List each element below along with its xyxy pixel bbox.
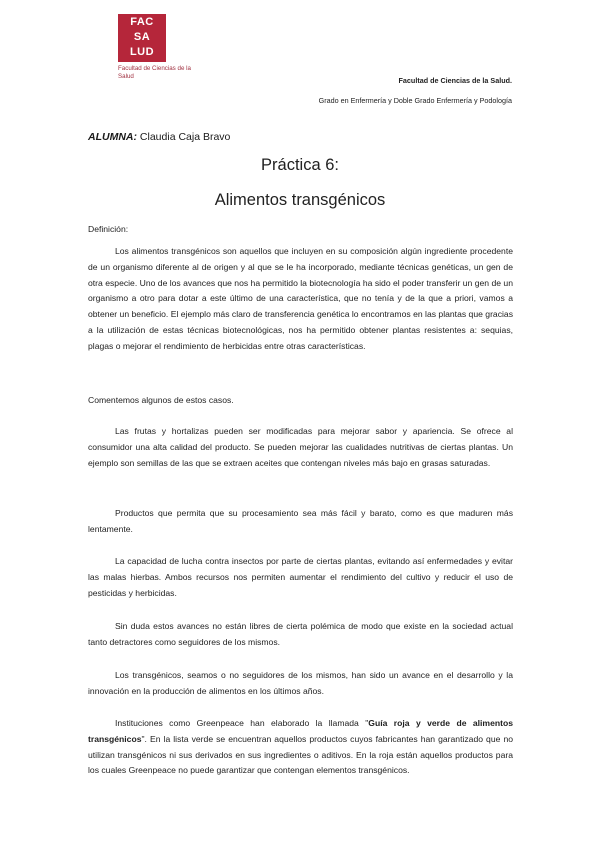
degree-name: Grado en Enfermería y Doble Grado Enfermería y Podología — [318, 96, 512, 105]
paragraph-intro-cases: Comentemos algunos de estos casos. — [88, 395, 234, 405]
student-line — [88, 131, 230, 143]
paragraph-processing: Productos que permita que su procesamiento sea más fácil y barato, como es que maduren más lentamente. — [88, 508, 513, 534]
logo-mark-line: LUD — [129, 46, 155, 58]
faculty-logo — [118, 14, 198, 80]
logo-mark — [118, 14, 166, 62]
definition-heading: Definición: — [88, 224, 129, 234]
student-name: Claudia Caja Bravo — [139, 131, 231, 143]
greenpeace-text-start: Instituciones como Greenpeace han elaborado la llamada " — [115, 718, 369, 728]
logo-caption: Facultad de Ciencias de la Salud — [118, 65, 191, 80]
paragraph-fruits: Las frutas y hortalizas pueden ser modificadas para mejorar sabor y apariencia. Se ofrece al consumidor una alta calidad del producto. Se pueden mejorar las cualidades nutritivas de ciertas plantas. Un ejemplo son semillas de las que se extraen aceites que contengan niveles más bajo en grasas saturadas. — [88, 426, 513, 468]
logo-mark-line: SA — [133, 31, 151, 43]
topic-title: Alimentos transgénicos — [214, 191, 386, 209]
greenpeace-text-end: ". En la lista verde se encuentran aquellos productos cuyos fabricantes han garantizado que no utilizan transgénicos ni sus derivados en sus ingredientes o aditivos. En la roja están aquellos productos para los cuales Greenpeace no puede garantizar que contengan elementos transgénicos. — [88, 733, 513, 776]
paragraph-definition: Los alimentos transgénicos son aquellos que incluyen en su composición algún ingrediente procedente de un organismo diferente al de origen y al que se le ha incorporado, mediante técnicas genéticas, un gen de otra especie. Uno de los avances que nos ha permitido la biotecnología ha sido el poder transferir un gen de un organismo a otro para dotar a este último de una característica, que no tenía y de la que a priori, vamos a obtener un beneficio. El ejemplo más claro de transferencia genética lo encontramos en las plantas que gracias a la utilización de estas técnicas biotecnológicas, nos ha permitido obtener plantas resistentes a: sequias, plagas o mejorar el rendimiento de herbicidas entre otras características. — [88, 246, 513, 351]
paragraph-insects: La capacidad de lucha contra insectos por parte de ciertas plantas, evitando así enfermedades y evitar las malas hierbas. Ambos recursos nos permiten aumentar el rendimiento del cultivo y reducir el uso de pesticidas y herbicidas. — [88, 556, 513, 598]
paragraph-controversy: Sin duda estos avances no están libres de cierta polémica de modo que existe en la sociedad actual tanto detractores como seguidores de los mismos. — [88, 621, 513, 647]
student-label: ALUMNA: — [88, 131, 137, 143]
logo-mark-line: FAC — [130, 16, 154, 28]
practice-title: Práctica 6: — [261, 156, 339, 174]
paragraph-greenpeace — [88, 716, 513, 779]
faculty-name: Facultad de Ciencias de la Salud. — [398, 76, 512, 85]
guide-title: Guía roja y verde de alimentos transgénicos — [88, 718, 513, 744]
paragraph-innovation: Los transgénicos, seamos o no seguidores de los mismos, han sido un avance en el desarrollo y la innovación en la producción de alimentos en los últimos años. — [88, 670, 513, 696]
